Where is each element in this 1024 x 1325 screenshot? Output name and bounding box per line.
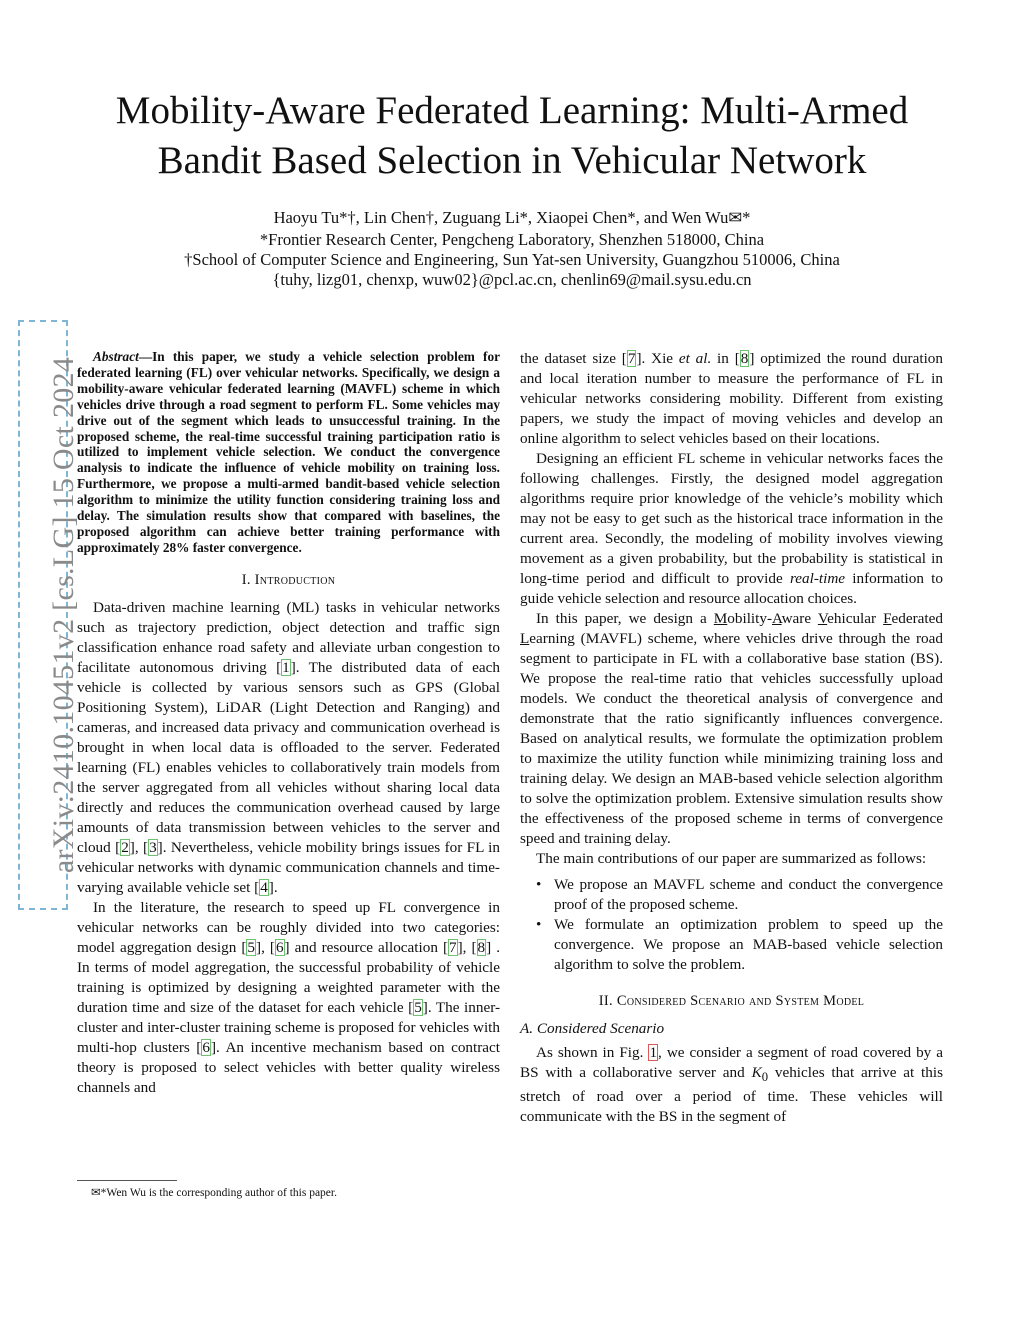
abstract [77, 349, 500, 556]
section-heading-system-model: II. Considered Scenario and System Model [598, 993, 865, 1009]
bullet-icon: • [536, 916, 542, 933]
affiliation-2: †School of Computer Science and Engineering, Sun Yat-sen University, Guangzhou 510006, China [184, 250, 840, 269]
footnote-rule [77, 1180, 177, 1181]
list-item: • We propose an MAVFL scheme and conduct the convergence proof of the proposed scheme. [536, 876, 943, 913]
right-column [520, 349, 943, 1127]
citation-link[interactable]: 2 [121, 838, 129, 856]
right-paragraph-5: As shown in Fig. 1, we consider a segment of road covered by a BS with a collaborative server and $K_0$ vehicles that arrive at this stretch of road over a period of time. These vehicles will communicate with the BS in the segment of [520, 1044, 944, 1126]
author-emails: {tuhy, lizg01, chenxp, wuw02}@pcl.ac.cn, chenlin69@mail.sysu.edu.cn [272, 270, 752, 289]
citation-link[interactable]: 1 [282, 658, 290, 676]
right-paragraph-1: the dataset size [7]. Xie et al. in [8] optimized the round duration and local iteration number to measure the performance of FL in vehicular networks considering mobility. Different from existing papers, we study the impact of moving vehicles and develop an online algorithm to select vehicles based on their locations. [520, 350, 943, 447]
title-line-2: Bandit Based Selection in Vehicular Network [157, 139, 867, 182]
footnote-text: Wen Wu is the corresponding author of this paper. [106, 1187, 337, 1199]
right-paragraph-3: In this paper, we design a Mobility-Aware Vehicular Federated Learning (MAVFL) scheme, where vehicles drive through the road segment to participate in FL with a collaborative base station (BS). We propose the real-time ratio that vehicles successfully upload models. We conduct the theoretical analysis of convergence and demonstrate that the ratio significantly influences convergence. Based on analytical results, we formulate the optimization problem to maximize the utility function while minimizing training loss and training delay. We design an MAB-based vehicle selection algorithm to solve the optimization problem. Extensive simulation results show the effectiveness of the proposed scheme in terms of convergence speed and training delay. [520, 610, 943, 847]
abstract-label: Abstract [93, 349, 139, 364]
citation-link[interactable]: 6 [202, 1038, 210, 1056]
figure-link[interactable]: 1 [649, 1044, 658, 1061]
affiliation-1: *Frontier Research Center, Pengcheng Laboratory, Shenzhen 518000, China [259, 230, 765, 249]
citation-link[interactable]: 5 [247, 938, 256, 956]
citation-link[interactable]: 4 [260, 878, 268, 896]
abstract-text: —In this paper, we study a vehicle selection problem for federated learning (FL) over vehicular networks. Specifically, we design a mobility-aware vehicular federated learning (MAVFL) scheme in which vehicles drive through a road segment to perform FL. Some vehicles may drive out of the segment which leads to unsuccessful training. In the proposed scheme, the real-time successful training participation ratio is utilized to implement vehicle selection. We conduct the convergence analysis to indicate the influence of vehicle mobility on training loss. Furthermore, we propose a multi-armed bandit-based vehicle selection algorithm to minimize the utility function considering training loss and delay. The simulation results show that compared with baselines, the proposed algorithm can achieve better training performance with approximately 28% faster convergence. [77, 349, 500, 555]
citation-link[interactable]: 3 [149, 838, 157, 856]
citation-link[interactable]: 7 [627, 350, 636, 367]
citation-link[interactable]: 8 [740, 350, 749, 367]
title-line-1: Mobility-Aware Federated Learning: Multi-Armed [115, 89, 909, 132]
paper-title [60, 86, 964, 186]
section-heading-introduction: I. Introduction [241, 571, 336, 588]
footnote-mark: ✉* [91, 1187, 107, 1199]
citation-link[interactable]: 7 [449, 938, 457, 956]
subsection-heading-scenario: A. Considered Scenario [520, 1020, 665, 1037]
left-column [77, 349, 500, 1098]
author-names: Haoyu Tu*†, Lin Chen†, Zuguang Li*, Xiaopei Chen*, and Wen Wu✉* [273, 208, 751, 227]
author-block [60, 208, 964, 290]
bullet-icon: • [536, 876, 542, 893]
intro-paragraph-1: Data-driven machine learning (ML) tasks in vehicular networks such as trajectory prediction, object detection and traffic sign classification enhance road safety and alleviate urban congestion to facilitate autonomous driving [1]. The distributed data of each vehicle is collected by various sensors such as GPS (Global Positioning System), LiDAR (Light Detection and Ranging) and cameras, and increased data privacy and communication overhead is brought in when local data is offloaded to the server. Federated learning (FL) enables vehicles to collaboratively train models from the server aggregated from all vehicles without sharing local data directly and reduces the communication overhead caused by large amounts of data transmission between vehicles to the server and cloud [2], [3]. Nevertheless, vehicle mobility brings issues for FL in vehicular networks with dynamic communication channels and time-varying available vehicle set [4]. [77, 598, 500, 896]
citation-link[interactable]: 6 [275, 938, 284, 956]
right-paragraph-2: Designing an efficient FL scheme in vehicular networks faces the following challenges. Firstly, the designed model aggregation algorithms require prior knowledge of the vehicle’s mobility which may not be easy to get such as the historical trace information in the current area. Secondly, the modeling of mobility involves viewing movement as a given probability, but the probability is statistical in long-time period and difficult to provide real-time information to guide vehicle selection and resource allocation choices. [520, 450, 943, 607]
right-paragraph-4: The main contributions of our paper are summarized as follows: [536, 850, 927, 867]
intro-paragraph-2: In the literature, the research to speed up FL convergence in vehicular networks can be roughly divided into two categories: model aggregation design [5], [6] and resource allocation [7], [8] . In terms of model aggregation, the successful probability of vehicle training is optimized by designing a weighted parameter with the duration time and size of the dataset for each vehicle [5]. The inner-cluster and inter-cluster training scheme is proposed for vehicles with multi-hop clusters [6]. An incentive mechanism based on contract theory is proposed to select vehicles with better quality wireless channels and [77, 898, 501, 1096]
list-item: • We formulate an optimization problem to speed up the convergence. We propose an MAB-based vehicle selection algorithm to solve the problem. [536, 916, 943, 973]
citation-link[interactable]: 5 [414, 998, 422, 1016]
footnote [77, 1186, 337, 1200]
arxiv-sidebar-id[interactable]: arXiv:2410.10451v2 [cs.LG] 15 Oct 2024 [47, 356, 80, 874]
citation-link[interactable]: 8 [477, 938, 486, 956]
contributions-list [520, 875, 943, 975]
